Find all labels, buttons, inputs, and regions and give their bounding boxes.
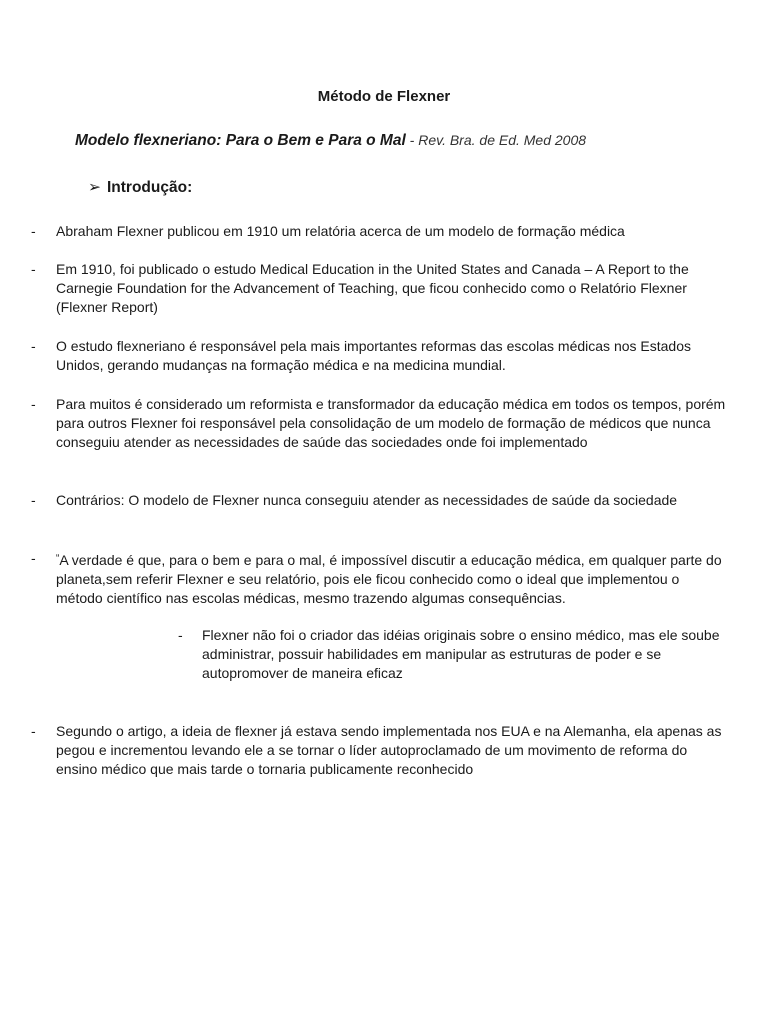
subtitle-source: - Rev. Bra. de Ed. Med 2008 xyxy=(405,132,587,148)
bullet-dash: - xyxy=(31,396,36,412)
quote-text: A verdade é que, para o bem e para o mal, é impossível discutir a educação médica, em qualquer parte do planeta,sem referir Flexner e seu relatório, pois ele ficou conhecido como o ideal que implementou o método científico nas escolas médicas, mesmo trazendo algumas consequências. xyxy=(56,552,722,607)
bullet-dash: - xyxy=(31,261,36,277)
arrow-bullet-icon: ➢ xyxy=(88,179,101,196)
section-heading-label: Introdução: xyxy=(107,179,193,196)
document-title: Método de Flexner xyxy=(317,88,451,105)
section-heading xyxy=(88,178,192,197)
subtitle-main: Modelo flexneriano: Para o Bem e Para o Mal xyxy=(75,132,406,149)
sub-bullet-dash: - xyxy=(178,627,183,643)
bullet-dash: - xyxy=(31,492,36,508)
bullet-dash: - xyxy=(31,550,36,566)
sub-list-item-text: Flexner não foi o criador das idéias originais sobre o ensino médico, mas ele soube administrar, possuir habilidades em manipular as estruturas de poder e se autopromover de maneira eficaz xyxy=(202,627,720,682)
bullet-dash: - xyxy=(31,338,36,354)
document-subtitle xyxy=(75,132,586,150)
list-item-text: Contrários: O modelo de Flexner nunca conseguiu atender as necessidades de saúde da sociedade xyxy=(56,492,678,508)
list-item-text: Em 1910, foi publicado o estudo Medical Education in the United States and Canada – A Report to the Carnegie Foundation for the Advancement of Teaching, que ficou conhecido como o Relatório Flexner (Flexner Report) xyxy=(56,261,689,316)
list-item-text xyxy=(56,549,728,609)
list-item-text: Abraham Flexner publicou em 1910 um relatória acerca de um modelo de formação médica xyxy=(56,223,625,239)
list-item-text: O estudo flexneriano é responsável pela mais importantes reformas das escolas médicas nos Estados Unidos, gerando mudanças na formação médica e na medicina mundial. xyxy=(56,338,691,374)
bullet-dash: - xyxy=(31,223,36,239)
list-item-text: Segundo o artigo, a ideia de flexner já estava sendo implementada nos EUA e na Alemanha, ela apenas as pegou e incrementou levando ele a se tornar o líder autoproclamado de um movimento de reforma do ensino médico que mais tarde o tornaria publicamente reconhecido xyxy=(56,723,722,778)
quote-mark: “ xyxy=(56,553,60,564)
list-item-text: Para muitos é considerado um reformista e transformador da educação médica em todos os tempos, porém para outros Flexner foi responsável pela consolidação de um modelo de formação de médicos que nunca conseguiu atender as necessidades de saúde das sociedades onde foi implementado xyxy=(56,396,726,451)
bullet-dash: - xyxy=(31,723,36,739)
